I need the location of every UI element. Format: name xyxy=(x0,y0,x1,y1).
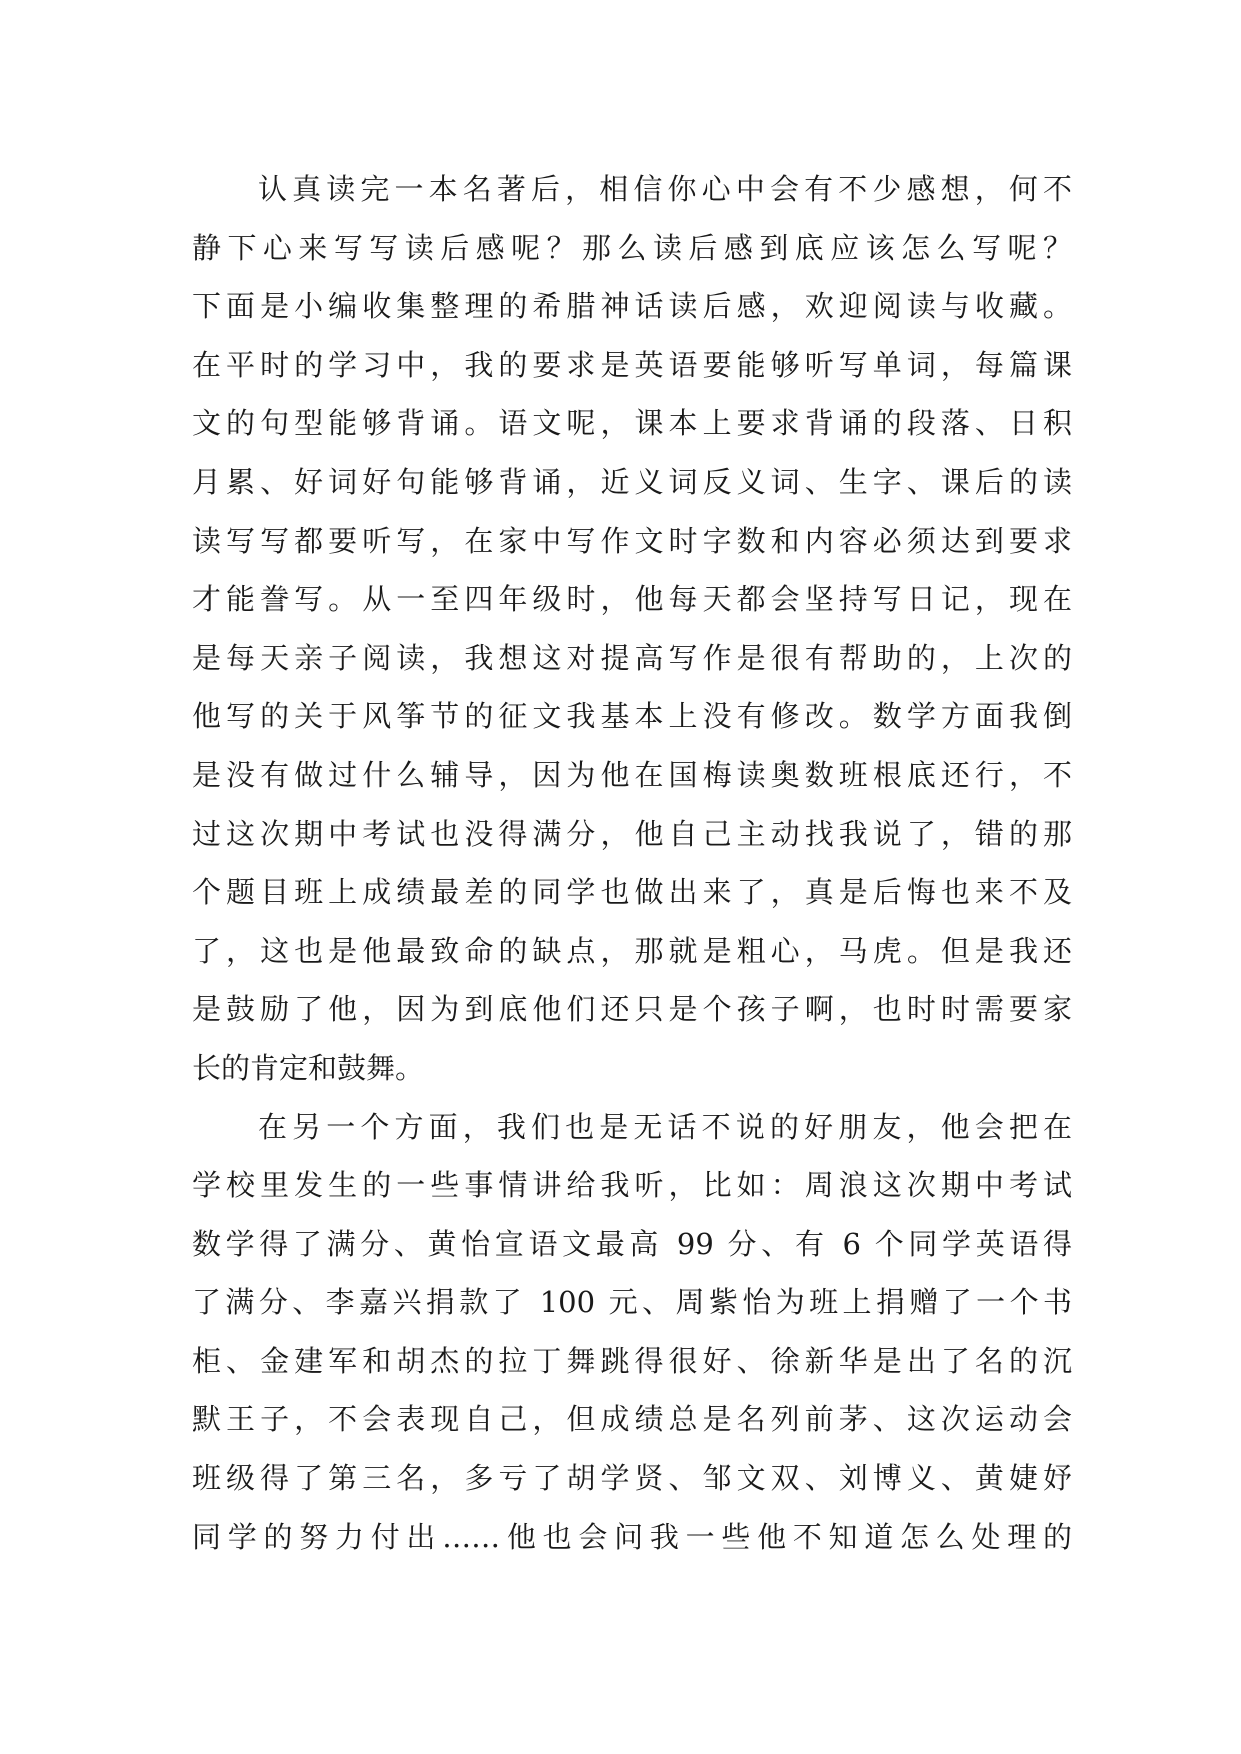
text-line: 在另一个方面，我们也是无话不说的好朋友，他会把在 xyxy=(258,1109,1072,1144)
text-line: 数学得了满分、黄怡宣语文最高 99 分、有 6 个同学英语得 xyxy=(192,1226,1072,1261)
text-line: 学校里发生的一些事情讲给我听，比如：周浪这次期中考试 xyxy=(192,1168,1072,1203)
paragraph xyxy=(192,160,1072,1098)
text-line: 是每天亲子阅读，我想这对提高写作是很有帮助的，上次的 xyxy=(192,640,1072,675)
text-line: 了，这也是他最致命的缺点，那就是粗心，马虎。但是我还 xyxy=(192,933,1072,968)
text-line: 柜、金建军和胡杰的拉丁舞跳得很好、徐新华是出了名的沉 xyxy=(192,1343,1072,1378)
text-line: 下面是小编收集整理的希腊神话读后感，欢迎阅读与收藏。 xyxy=(192,289,1072,324)
text-line: 默王子，不会表现自己，但成绩总是名列前茅、这次运动会 xyxy=(192,1402,1072,1437)
text-line: 班级得了第三名，多亏了胡学贤、邹文双、刘博义、黄婕妤 xyxy=(192,1461,1072,1496)
text-line: 个题目班上成绩最差的同学也做出来了，真是后悔也来不及 xyxy=(192,875,1072,910)
text-line: 是没有做过什么辅导，因为他在国梅读奥数班根底还行，不 xyxy=(192,757,1072,792)
body-text xyxy=(192,160,1072,1566)
text-line: 月累、好词好句能够背诵，近义词反义词、生字、课后的读 xyxy=(192,464,1072,499)
text-line: 了满分、李嘉兴捐款了 100 元、周紫怡为班上捐赠了一个书 xyxy=(192,1285,1072,1320)
text-line: 文的句型能够背诵。语文呢，课本上要求背诵的段落、日积 xyxy=(192,406,1072,441)
text-line: 在平时的学习中，我的要求是英语要能够听写单词，每篇课 xyxy=(192,347,1072,382)
text-line: 长的肯定和鼓舞。 xyxy=(192,1050,425,1085)
paragraph xyxy=(192,1098,1072,1567)
text-line: 同学的努力付出……他也会问我一些他不知道怎么处理的 xyxy=(192,1519,1072,1554)
text-line: 他写的关于风筝节的征文我基本上没有修改。数学方面我倒 xyxy=(192,699,1072,734)
text-line: 认真读完一本名著后，相信你心中会有不少感想，何不 xyxy=(258,172,1072,206)
text-line: 读写写都要听写，在家中写作文时字数和内容必须达到要求 xyxy=(192,523,1072,558)
text-line: 才能誊写。从一至四年级时，他每天都会坚持写日记，现在 xyxy=(192,582,1072,617)
text-line: 是鼓励了他，因为到底他们还只是个孩子啊，也时时需要家 xyxy=(192,992,1072,1027)
text-line: 过这次期中考试也没得满分，他自己主动找我说了，错的那 xyxy=(192,816,1072,851)
text-line: 静下心来写写读后感呢？那么读后感到底应该怎么写呢？ xyxy=(192,230,1072,265)
